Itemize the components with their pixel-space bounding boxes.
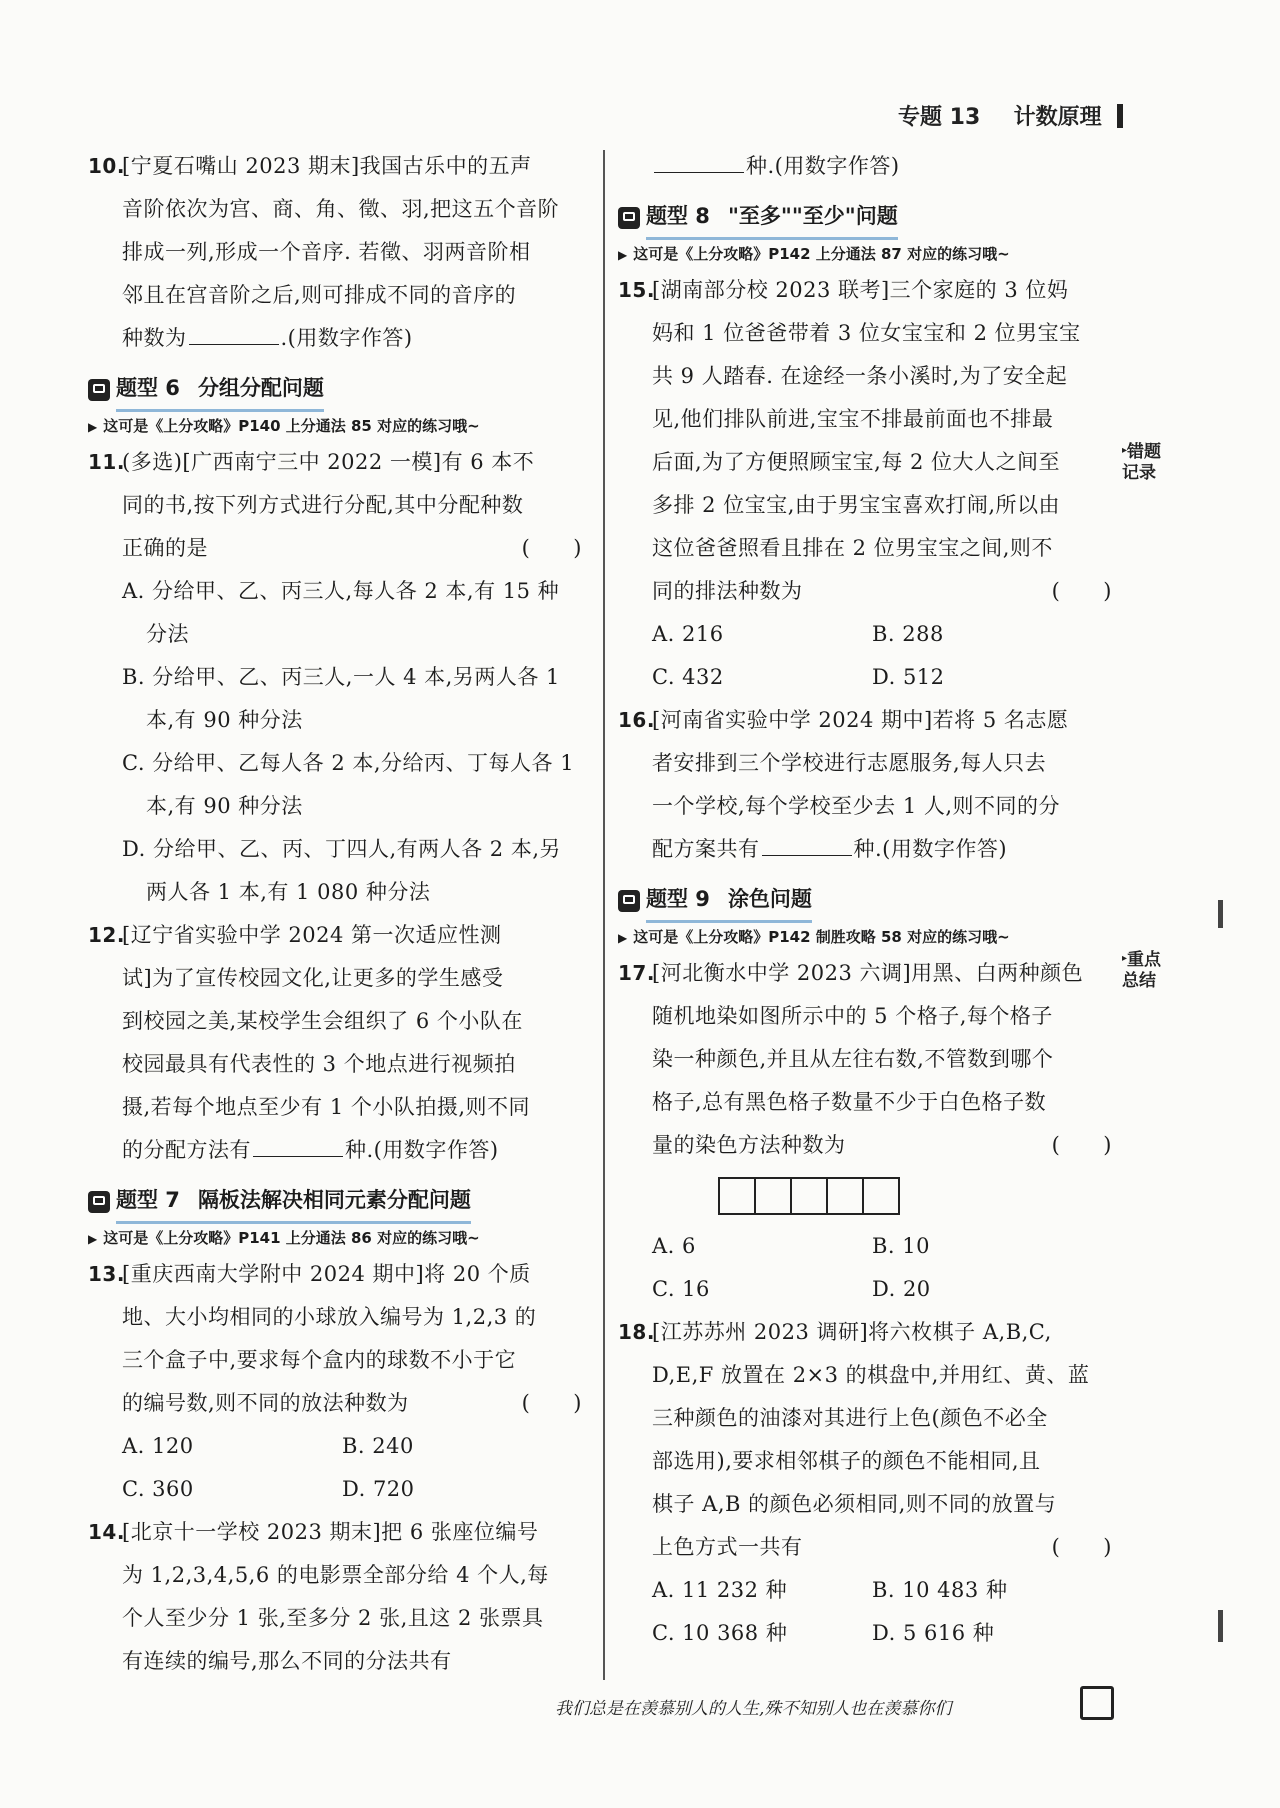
answer-parens[interactable]: ( )	[1051, 579, 1112, 603]
option-b-cont: 本,有 90 种分法	[146, 708, 303, 732]
page-number-box	[1080, 1686, 1114, 1720]
question-text: 音阶依次为宫、商、角、徵、羽,把这五个音阶	[122, 197, 560, 221]
triangle-icon: ▶	[88, 420, 98, 434]
question-text: 同的书,按下列方式进行分配,其中分配种数	[122, 493, 524, 517]
question-17	[618, 952, 1118, 1311]
side-note-summary	[1122, 948, 1166, 992]
option-c[interactable]: C. 16	[652, 1277, 710, 1301]
option-c-cont: 本,有 90 种分法	[146, 794, 303, 818]
note-text: 这可是《上分攻略》P142 上分通法 87 对应的练习哦~	[633, 245, 1010, 263]
grid-cell	[754, 1177, 792, 1215]
question-text: .(用数字作答)	[280, 326, 413, 350]
question-text: 种.(用数字作答)	[345, 1138, 499, 1162]
question-text: 到校园之美,某校学生会组织了 6 个小队在	[122, 1009, 523, 1033]
question-text: 这位爸爸照看且排在 2 位男宝宝之间,则不	[652, 536, 1053, 560]
grid-cell	[718, 1177, 756, 1215]
question-text: 格子,总有黑色格子数量不少于白色格子数	[652, 1090, 1047, 1114]
note-text: 这可是《上分攻略》P142 制胜攻略 58 对应的练习哦~	[633, 928, 1010, 946]
grid-cell	[826, 1177, 864, 1215]
question-text: 部选用),要求相邻棋子的颜色不能相同,且	[652, 1449, 1041, 1473]
question-text: 共 9 人踏春. 在途经一条小溪时,为了安全起	[652, 364, 1068, 388]
question-text: 多排 2 位宝宝,由于男宝宝喜欢打闹,所以由	[652, 493, 1061, 517]
question-text: 有连续的编号,那么不同的分法共有	[122, 1649, 452, 1673]
question-text: 种.(用数字作答)	[746, 154, 900, 178]
question-18	[618, 1311, 1118, 1655]
footer-quote: 我们总是在羡慕别人的人生,殊不知别人也在羡慕你们	[555, 1699, 952, 1719]
section-name: 分组分配问题	[197, 376, 324, 400]
side-note-text: 重点总结	[1122, 950, 1162, 991]
question-text: 后面,为了方便照顾宝宝,每 2 位大人之间至	[652, 450, 1061, 474]
question-text: 染一种颜色,并且从左往右数,不管数到哪个	[652, 1047, 1054, 1071]
option-a[interactable]: A. 120	[122, 1434, 194, 1458]
column-divider	[603, 150, 605, 1680]
question-text: 种数为	[122, 326, 187, 350]
question-text: 妈和 1 位爸爸带着 3 位女宝宝和 2 位男宝宝	[652, 321, 1081, 345]
triangle-icon: ▶	[618, 248, 628, 262]
section-8-title	[618, 196, 1118, 240]
topic-title: 计数原理	[1013, 105, 1102, 130]
question-text: 个人至少分 1 张,至多分 2 张,且这 2 张票具	[122, 1606, 544, 1630]
section-name: 隔板法解决相同元素分配问题	[197, 1188, 471, 1212]
question-text: 者安排到三个学校进行志愿服务,每人只去	[652, 751, 1047, 775]
header-bar	[1117, 104, 1123, 128]
edge-mark	[1218, 900, 1223, 928]
question-16	[618, 699, 1118, 871]
section-7-note	[88, 1224, 588, 1253]
question-number: 15.	[618, 278, 655, 302]
option-b[interactable]: B. 分给甲、乙、丙三人,一人 4 本,另两人各 1	[122, 665, 560, 689]
option-b[interactable]: B. 288	[872, 622, 944, 646]
option-a[interactable]: A. 11 232 种	[652, 1578, 788, 1602]
question-text: 试]为了宣传校园文化,让更多的学生感受	[122, 966, 504, 990]
option-c[interactable]: C. 10 368 种	[652, 1621, 788, 1645]
page-header	[898, 100, 1123, 131]
question-number: 12.	[88, 923, 125, 947]
answer-parens[interactable]: ( )	[1051, 1535, 1112, 1559]
question-10	[88, 145, 588, 360]
option-a[interactable]: A. 6	[652, 1234, 696, 1258]
question-text: [河南省实验中学 2024 期中]若将 5 名志愿	[652, 708, 1069, 732]
question-text: [辽宁省实验中学 2024 第一次适应性测	[122, 923, 502, 947]
option-b[interactable]: B. 10 483 种	[872, 1578, 1008, 1602]
question-text: [重庆西南大学附中 2024 期中]将 20 个质	[122, 1262, 531, 1286]
answer-blank[interactable]	[654, 154, 744, 173]
book-icon	[618, 207, 640, 229]
book-icon	[618, 890, 640, 912]
option-a-cont: 分法	[146, 622, 189, 646]
question-text: 三种颜色的油漆对其进行上色(颜色不必全	[652, 1406, 1048, 1430]
option-c[interactable]: C. 分给甲、乙每人各 2 本,分给丙、丁每人各 1	[122, 751, 575, 775]
question-text: [北京十一学校 2023 期末]把 6 张座位编号	[122, 1520, 539, 1544]
book-icon	[88, 379, 110, 401]
question-text: 排成一列,形成一个音序. 若徵、羽两音阶相	[122, 240, 531, 264]
section-9-title	[618, 879, 1118, 923]
option-b[interactable]: B. 10	[872, 1234, 931, 1258]
question-text: [宁夏石嘴山 2023 期末]我国古乐中的五声	[122, 154, 532, 178]
question-number: 11.	[88, 450, 125, 474]
question-12	[88, 914, 588, 1172]
section-name: "至多""至少"问题	[727, 204, 898, 228]
topic-label: 专题 13	[898, 105, 981, 130]
question-text: [河北衡水中学 2023 六调]用黑、白两种颜色	[652, 961, 1084, 985]
triangle-icon: ▸	[1122, 445, 1128, 456]
section-6-note	[88, 412, 588, 441]
question-14	[88, 1511, 588, 1683]
question-text: 种.(用数字作答)	[853, 837, 1008, 861]
note-text: 这可是《上分攻略》P141 上分通法 86 对应的练习哦~	[103, 1229, 480, 1247]
answer-parens[interactable]: ( )	[1051, 1133, 1112, 1157]
section-8-note	[618, 240, 1118, 269]
question-text: 配方案共有	[652, 837, 760, 861]
question-14-cont	[618, 145, 1118, 188]
question-text: 为 1,2,3,4,5,6 的电影票全部分给 4 个人,每	[122, 1563, 549, 1587]
question-text: [湖南部分校 2023 联考]三个家庭的 3 位妈	[652, 278, 1069, 302]
book-icon	[88, 1191, 110, 1213]
question-number: 16.	[618, 708, 655, 732]
option-d[interactable]: D. 20	[872, 1277, 931, 1301]
question-text: (多选)[广西南宁三中 2022 一模]有 6 本不	[122, 450, 535, 474]
section-6-title	[88, 368, 588, 412]
question-13	[88, 1253, 588, 1511]
question-text: 地、大小均相同的小球放入编号为 1,2,3 的	[122, 1305, 537, 1329]
section-9-note	[618, 923, 1118, 952]
answer-blank[interactable]	[189, 326, 279, 345]
question-text: [江苏苏州 2023 调研]将六枚棋子 A,B,C,	[652, 1320, 1052, 1344]
question-text: 上色方式一共有	[652, 1535, 803, 1559]
section-label: 题型 9	[646, 887, 710, 911]
question-text: 正确的是	[122, 536, 208, 560]
option-c[interactable]: C. 360	[122, 1477, 194, 1501]
edge-mark	[1218, 1610, 1223, 1642]
question-text: 校园最具有代表性的 3 个地点进行视频拍	[122, 1052, 516, 1076]
question-text: 量的染色方法种数为	[652, 1133, 846, 1157]
question-number: 10.	[88, 154, 125, 178]
question-text: 邻且在宫音阶之后,则可排成不同的音序的	[122, 283, 517, 307]
question-text: 一个学校,每个学校至少去 1 人,则不同的分	[652, 794, 1061, 818]
triangle-icon: ▶	[88, 1232, 98, 1246]
grid-cell	[790, 1177, 828, 1215]
triangle-icon: ▸	[1122, 953, 1128, 964]
answer-blank[interactable]	[762, 837, 852, 856]
question-number: 13.	[88, 1262, 125, 1286]
question-text: 见,他们排队前进,宝宝不排最前面也不排最	[652, 407, 1054, 431]
section-7-title	[88, 1180, 588, 1224]
question-text: 同的排法种数为	[652, 579, 803, 603]
question-text: 的编号数,则不同的放法种数为	[122, 1391, 409, 1415]
answer-parens[interactable]: ( )	[521, 536, 582, 560]
note-text: 这可是《上分攻略》P140 上分通法 85 对应的练习哦~	[103, 417, 480, 435]
section-label: 题型 7	[116, 1188, 180, 1212]
option-b[interactable]: B. 240	[342, 1434, 414, 1458]
question-text: 棋子 A,B 的颜色必须相同,则不同的放置与	[652, 1492, 1057, 1516]
section-label: 题型 8	[646, 204, 710, 228]
question-number: 14.	[88, 1520, 125, 1544]
option-d[interactable]: D. 720	[342, 1477, 415, 1501]
five-cell-grid	[718, 1177, 1118, 1215]
question-text: 摄,若每个地点至少有 1 个小队拍摄,则不同	[122, 1095, 531, 1119]
left-column	[88, 145, 588, 1683]
option-a[interactable]: A. 216	[652, 622, 724, 646]
option-c[interactable]: C. 432	[652, 665, 724, 689]
option-d[interactable]: D. 512	[872, 665, 945, 689]
section-name: 涂色问题	[727, 887, 812, 911]
side-note-mistakes	[1122, 440, 1166, 484]
section-label: 题型 6	[116, 376, 180, 400]
option-d[interactable]: D. 分给甲、乙、丙、丁四人,有两人各 2 本,另	[122, 837, 561, 861]
grid-cell	[862, 1177, 900, 1215]
option-d-cont: 两人各 1 本,有 1 080 种分法	[146, 880, 431, 904]
question-15	[618, 269, 1118, 699]
question-text: 三个盒子中,要求每个盒内的球数不小于它	[122, 1348, 517, 1372]
option-a[interactable]: A. 分给甲、乙、丙三人,每人各 2 本,有 15 种	[122, 579, 560, 603]
right-column	[618, 145, 1118, 1655]
question-number: 18.	[618, 1320, 655, 1344]
answer-blank[interactable]	[253, 1138, 343, 1157]
question-11	[88, 441, 588, 914]
question-text: D,E,F 放置在 2×3 的棋盘中,并用红、黄、蓝	[652, 1363, 1090, 1387]
question-text: 随机地染如图所示中的 5 个格子,每个格子	[652, 1004, 1053, 1028]
option-d[interactable]: D. 5 616 种	[872, 1621, 995, 1645]
question-text: 的分配方法有	[122, 1138, 251, 1162]
question-number: 17.	[618, 961, 655, 985]
side-note-text: 错题记录	[1122, 442, 1162, 483]
triangle-icon: ▶	[618, 931, 628, 945]
answer-parens[interactable]: ( )	[521, 1391, 582, 1415]
